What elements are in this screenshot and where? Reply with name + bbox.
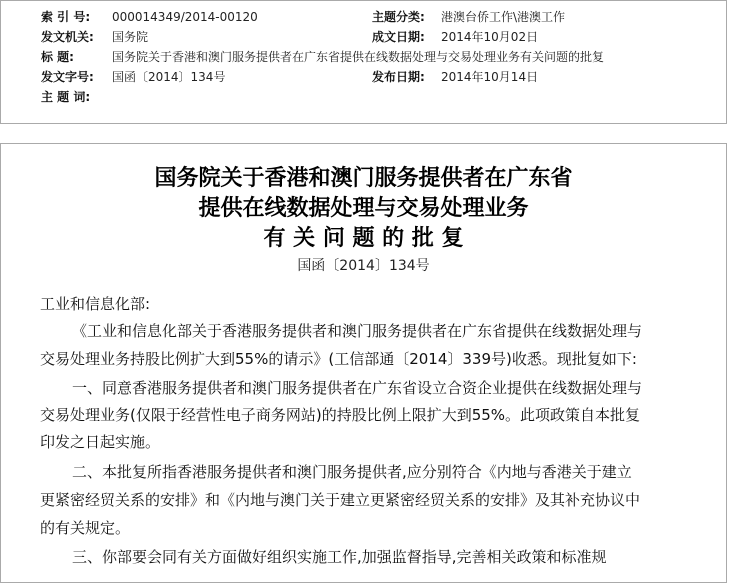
body-line: 印发之日起实施。	[40, 433, 161, 451]
title-value: 国务院关于香港和澳门服务提供者在广东省提供在线数据处理与交易处理业务有关问题的批复	[112, 50, 605, 64]
issuer-value: 国务院	[112, 30, 149, 44]
title-label: 标 题:	[41, 50, 74, 64]
docno-label: 发文字号:	[41, 70, 94, 84]
meta-row-index	[1, 7, 728, 27]
category-value: 港澳台侨工作\港澳工作	[441, 10, 566, 24]
body-line: 的有关规定。	[40, 519, 131, 537]
keywords-label: 主 题 词:	[41, 90, 91, 104]
body-line: 《工业和信息化部关于香港服务提供者和澳门服务提供者在广东省提供在线数据处理与	[72, 322, 643, 340]
index-value: 000014349/2014-00120	[112, 10, 258, 24]
body-line: 二、本批复所指香港服务提供者和澳门服务提供者,应分别符合《内地与香港关于建立	[72, 463, 632, 481]
index-label: 索 引 号:	[41, 10, 91, 24]
docno-value: 国函〔2014〕134号	[112, 70, 226, 84]
document-metadata-panel	[0, 0, 727, 124]
body-line: 更紧密经贸关系的安排》和《内地与澳门关于建立更紧密经贸关系的安排》及其补充协议中	[40, 491, 641, 509]
created-date-value: 2014年10月02日	[441, 30, 539, 44]
body-line: 一、同意香港服务提供者和澳门服务提供者在广东省设立合资企业提供在线数据处理与	[72, 379, 643, 397]
document-title-line-2: 提供在线数据处理与交易处理业务	[198, 196, 529, 221]
meta-row-docno	[1, 67, 728, 87]
published-date-label: 发布日期:	[372, 70, 425, 84]
published-date-value: 2014年10月14日	[441, 70, 539, 84]
meta-row-keywords	[1, 87, 728, 107]
document-title-line-1: 国务院关于香港和澳门服务提供者在广东省	[154, 166, 573, 191]
meta-row-title	[1, 47, 728, 67]
issuer-label: 发文机关:	[41, 30, 94, 44]
created-date-label: 成文日期:	[372, 30, 425, 44]
body-line: 交易处理业务持股比例扩大到55%的请示》(工信部通〔2014〕339号)收悉。现批复如下:	[40, 350, 637, 368]
body-line: 交易处理业务(仅限于经营性电子商务网站)的持股比例上限扩大到55%。此项政策自本批复	[40, 406, 641, 424]
body-line: 三、你部要会同有关方面做好组织实施工作,加强监督指导,完善相关政策和标准规	[72, 548, 607, 566]
salutation: 工业和信息化部:	[40, 295, 151, 313]
meta-row-issuer	[1, 27, 728, 47]
category-label: 主题分类:	[372, 10, 425, 24]
document-title-line-3: 有 关 问 题 的 批 复	[263, 226, 464, 251]
document-number: 国函〔2014〕134号	[297, 258, 430, 274]
